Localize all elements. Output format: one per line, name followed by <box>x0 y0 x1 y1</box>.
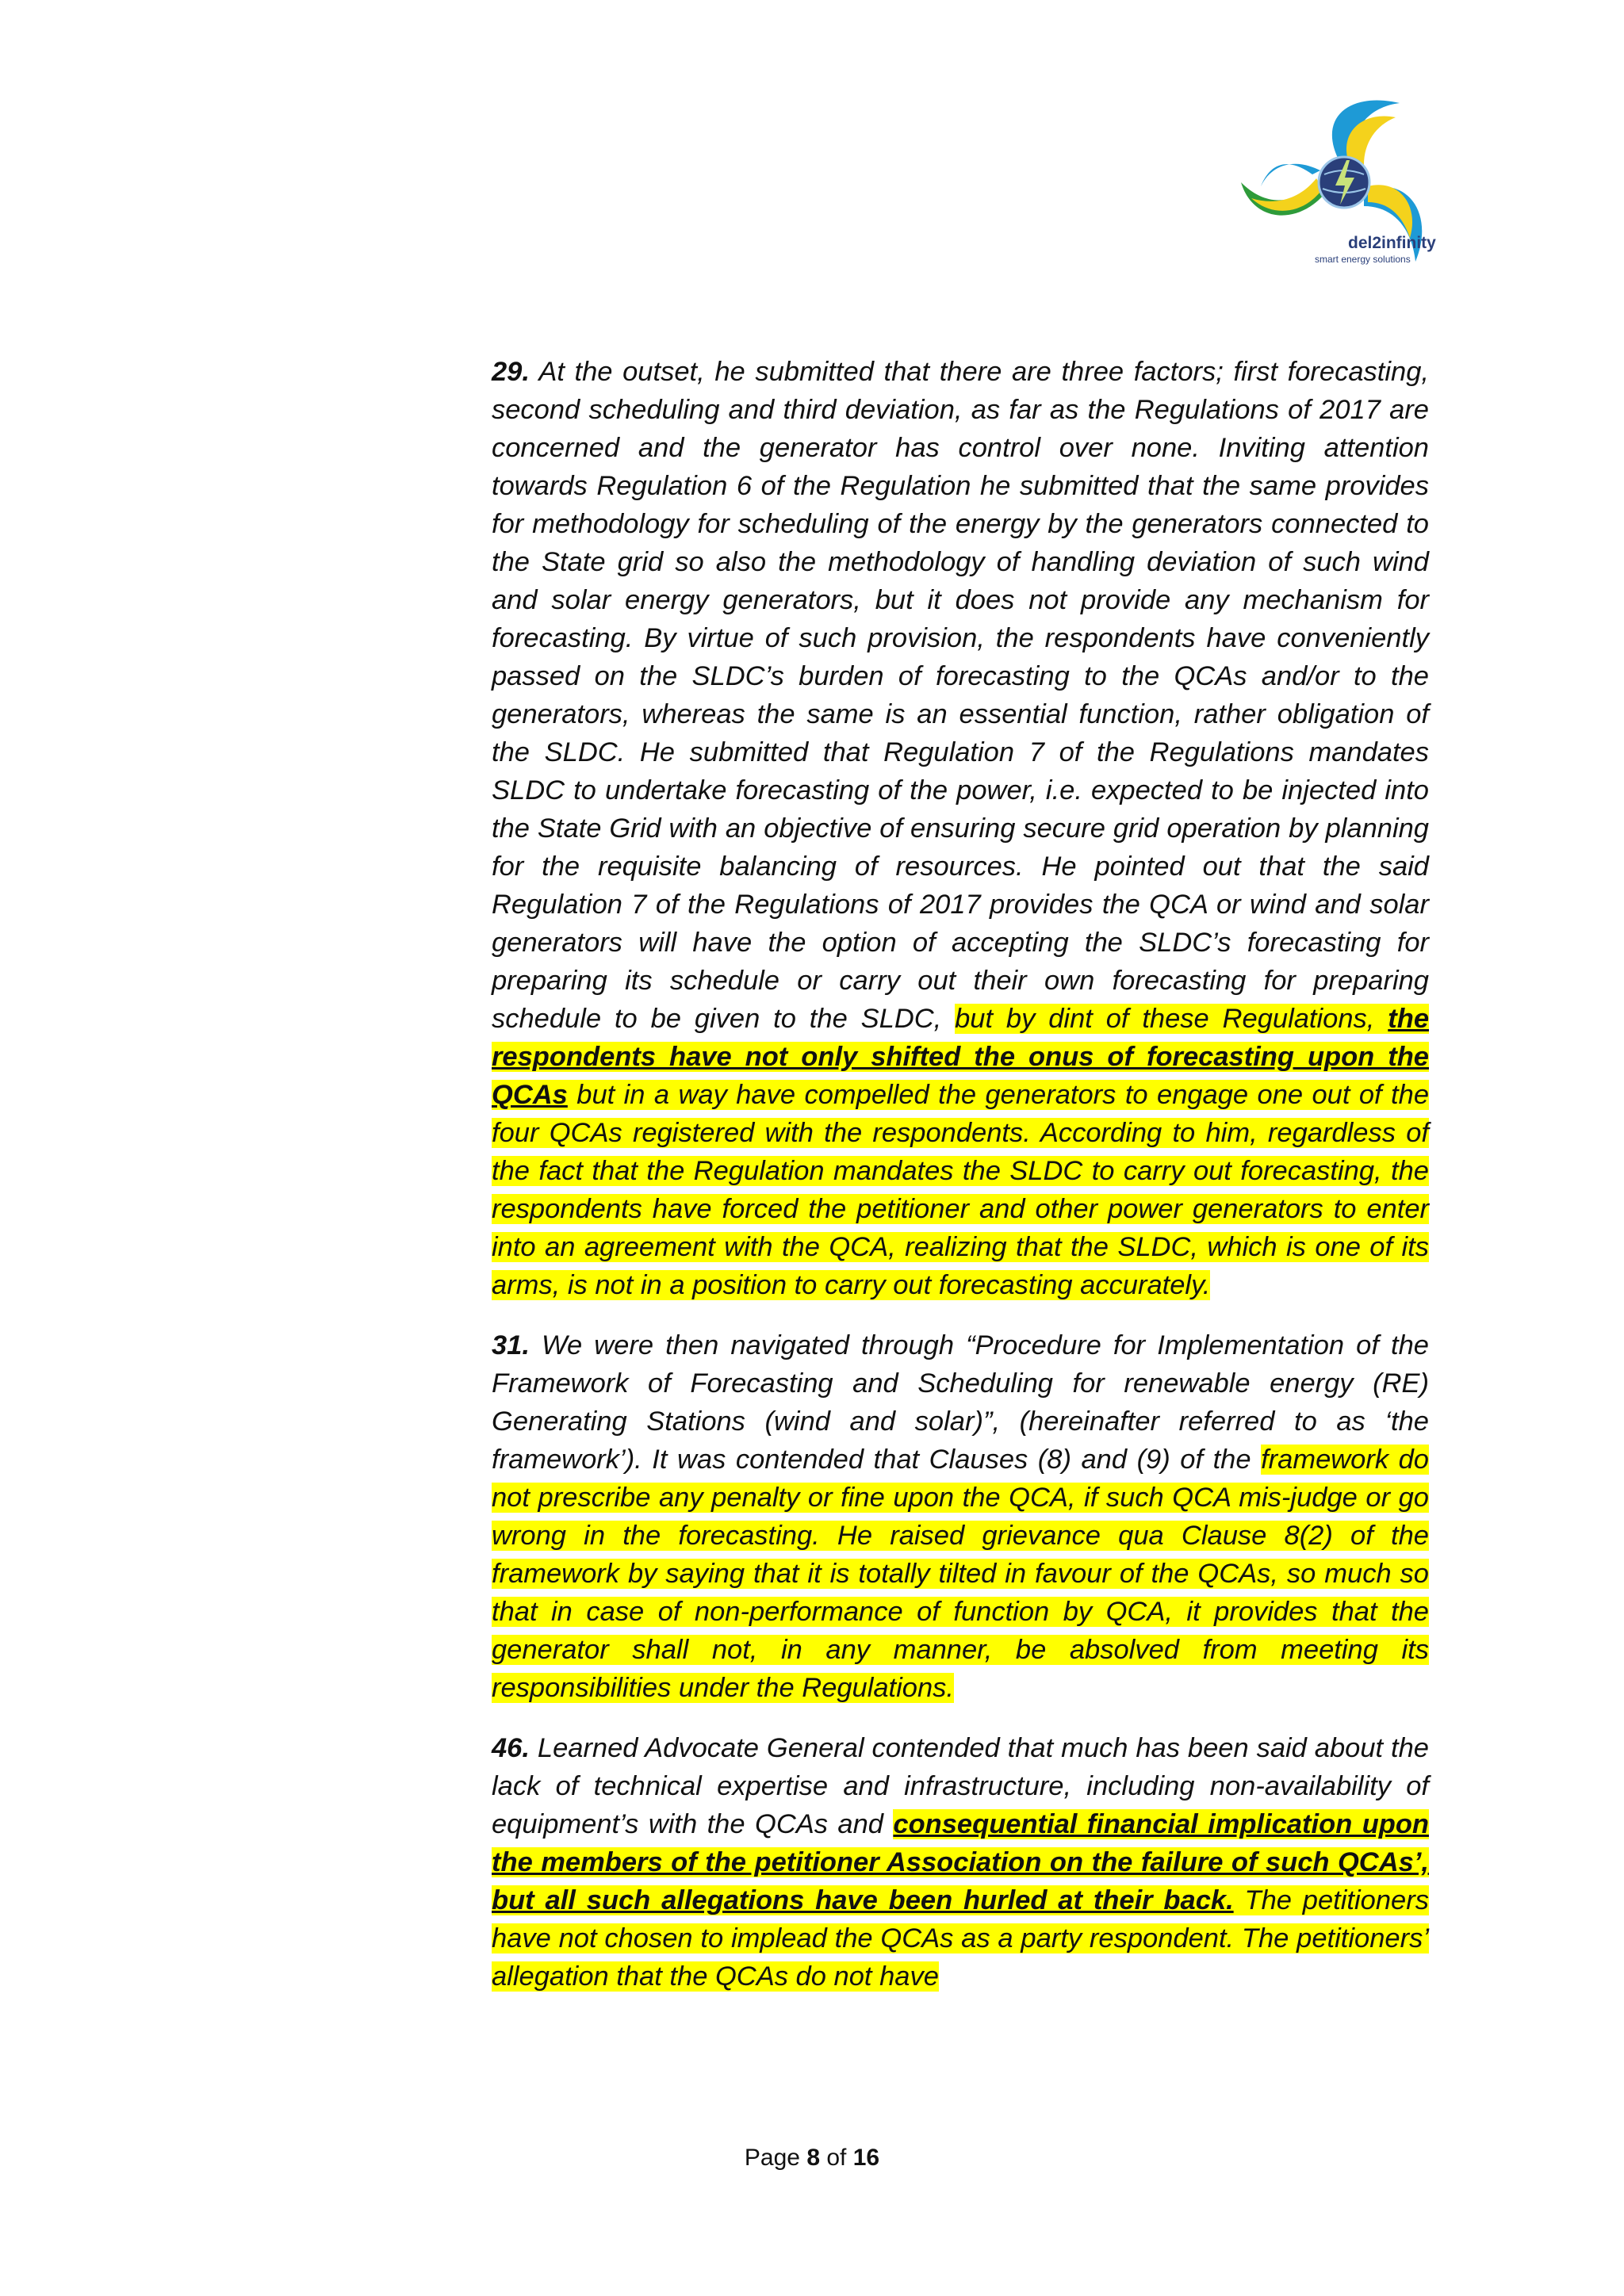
paragraph-31 <box>492 1326 1429 1707</box>
highlighted-text: but in a way have compelled the generators to engage one out of the four QCAs registered with the respondents. According to him, regardless of the fact that the Regulation mandates the SLDC to carry out forecasting, the respondents have forced the petitioner and other power generators to enter into an agreement with the QCA, realizing that the SLDC, which is one of its arms, is not in a position to carry out forecasting accurately. <box>492 1080 1429 1300</box>
highlighted-text: but by dint of these Regulations, <box>955 1004 1388 1034</box>
paragraph-text: We were then navigated through “Procedure for Implementation of the Framework of Forecasting and Scheduling for renewable energy (RE) Generating Stations (wind and solar)”, (hereinafter referred to as ‘the framework’). It was contended that Clauses (8) and (9) of the <box>492 1330 1429 1475</box>
paragraph-number: 31. <box>492 1330 530 1360</box>
page-label: Page <box>744 2145 807 2171</box>
highlighted-emphasis-text: the respondents have not only shifted the onus of forecasting upon the QCAs <box>492 1004 1429 1110</box>
highlighted-text: The petitioners have not chosen to implead the QCAs as a party respondent. The petitioners’ allegation that the QCAs do not have <box>492 1885 1429 1992</box>
highlighted-text: framework do not prescribe any penalty or fine upon the QCA, if such QCA mis-judge or go wrong in the forecasting. He raised grievance qua Clause 8(2) of the framework by saying that it is totally tilted in favour of the QCAs, so much so that in case of non-performance of function by QCA, it provides that the generator shall not, in any manner, be absolved from meeting its responsibilities under the Regulations. <box>492 1445 1429 1703</box>
logo-tagline-text: smart energy solutions <box>1315 254 1411 265</box>
paragraph-29 <box>492 353 1429 1304</box>
total-page-count: 16 <box>852 2145 880 2171</box>
document-body <box>492 353 1429 2018</box>
paragraph-text: Learned Advocate General contended that much has been said about the lack of technical expertise and infrastructure, including non-availability of equipment’s with the QCAs and <box>492 1733 1429 1839</box>
paragraph-number: 29. <box>492 357 530 387</box>
page-separator: of <box>820 2145 853 2171</box>
paragraph-46 <box>492 1729 1429 1996</box>
logo-brand-text: del2infinity <box>1348 234 1436 252</box>
highlighted-emphasis-text: consequential financial implication upon the members of the petitioner Association on the failure of such QCAs’, but all such allegations have been hurled at their back. <box>492 1809 1429 1915</box>
current-page-number: 8 <box>806 2145 820 2171</box>
paragraph-text: At the outset, he submitted that there are three factors; first forecasting, second scheduling and third deviation, as far as the Regulations of 2017 are concerned and the generator has control over none. Inviting attention towards Regulation 6 of the Regulation he submitted that the same provides for methodology for scheduling of the energy by the generators connected to the State grid so also the methodology of handling deviation of such wind and solar energy generators, but it does not provide any mechanism for forecasting. By virtue of such provision, the respondents have conveniently passed on the SLDC’s burden of forecasting to the QCAs and/or to the generators, whereas the same is an essential function, rather obligation of the SLDC. He submitted that Regulation 7 of the Regulations mandates SLDC to undertake forecasting of the power, i.e. expected to be injected into the State Grid with an objective of ensuring secure grid operation by planning for the requisite balancing of resources. He pointed out that the said Regulation 7 of the Regulations of 2017 provides the QCA or wind and solar generators will have the option of accepting the SLDC’s forecasting for preparing its schedule or carry out their own forecasting for preparing schedule to be given to the SLDC, <box>492 357 1429 1034</box>
page-footer <box>0 2145 1624 2172</box>
company-logo <box>1237 87 1443 285</box>
paragraph-number: 46. <box>492 1733 530 1763</box>
